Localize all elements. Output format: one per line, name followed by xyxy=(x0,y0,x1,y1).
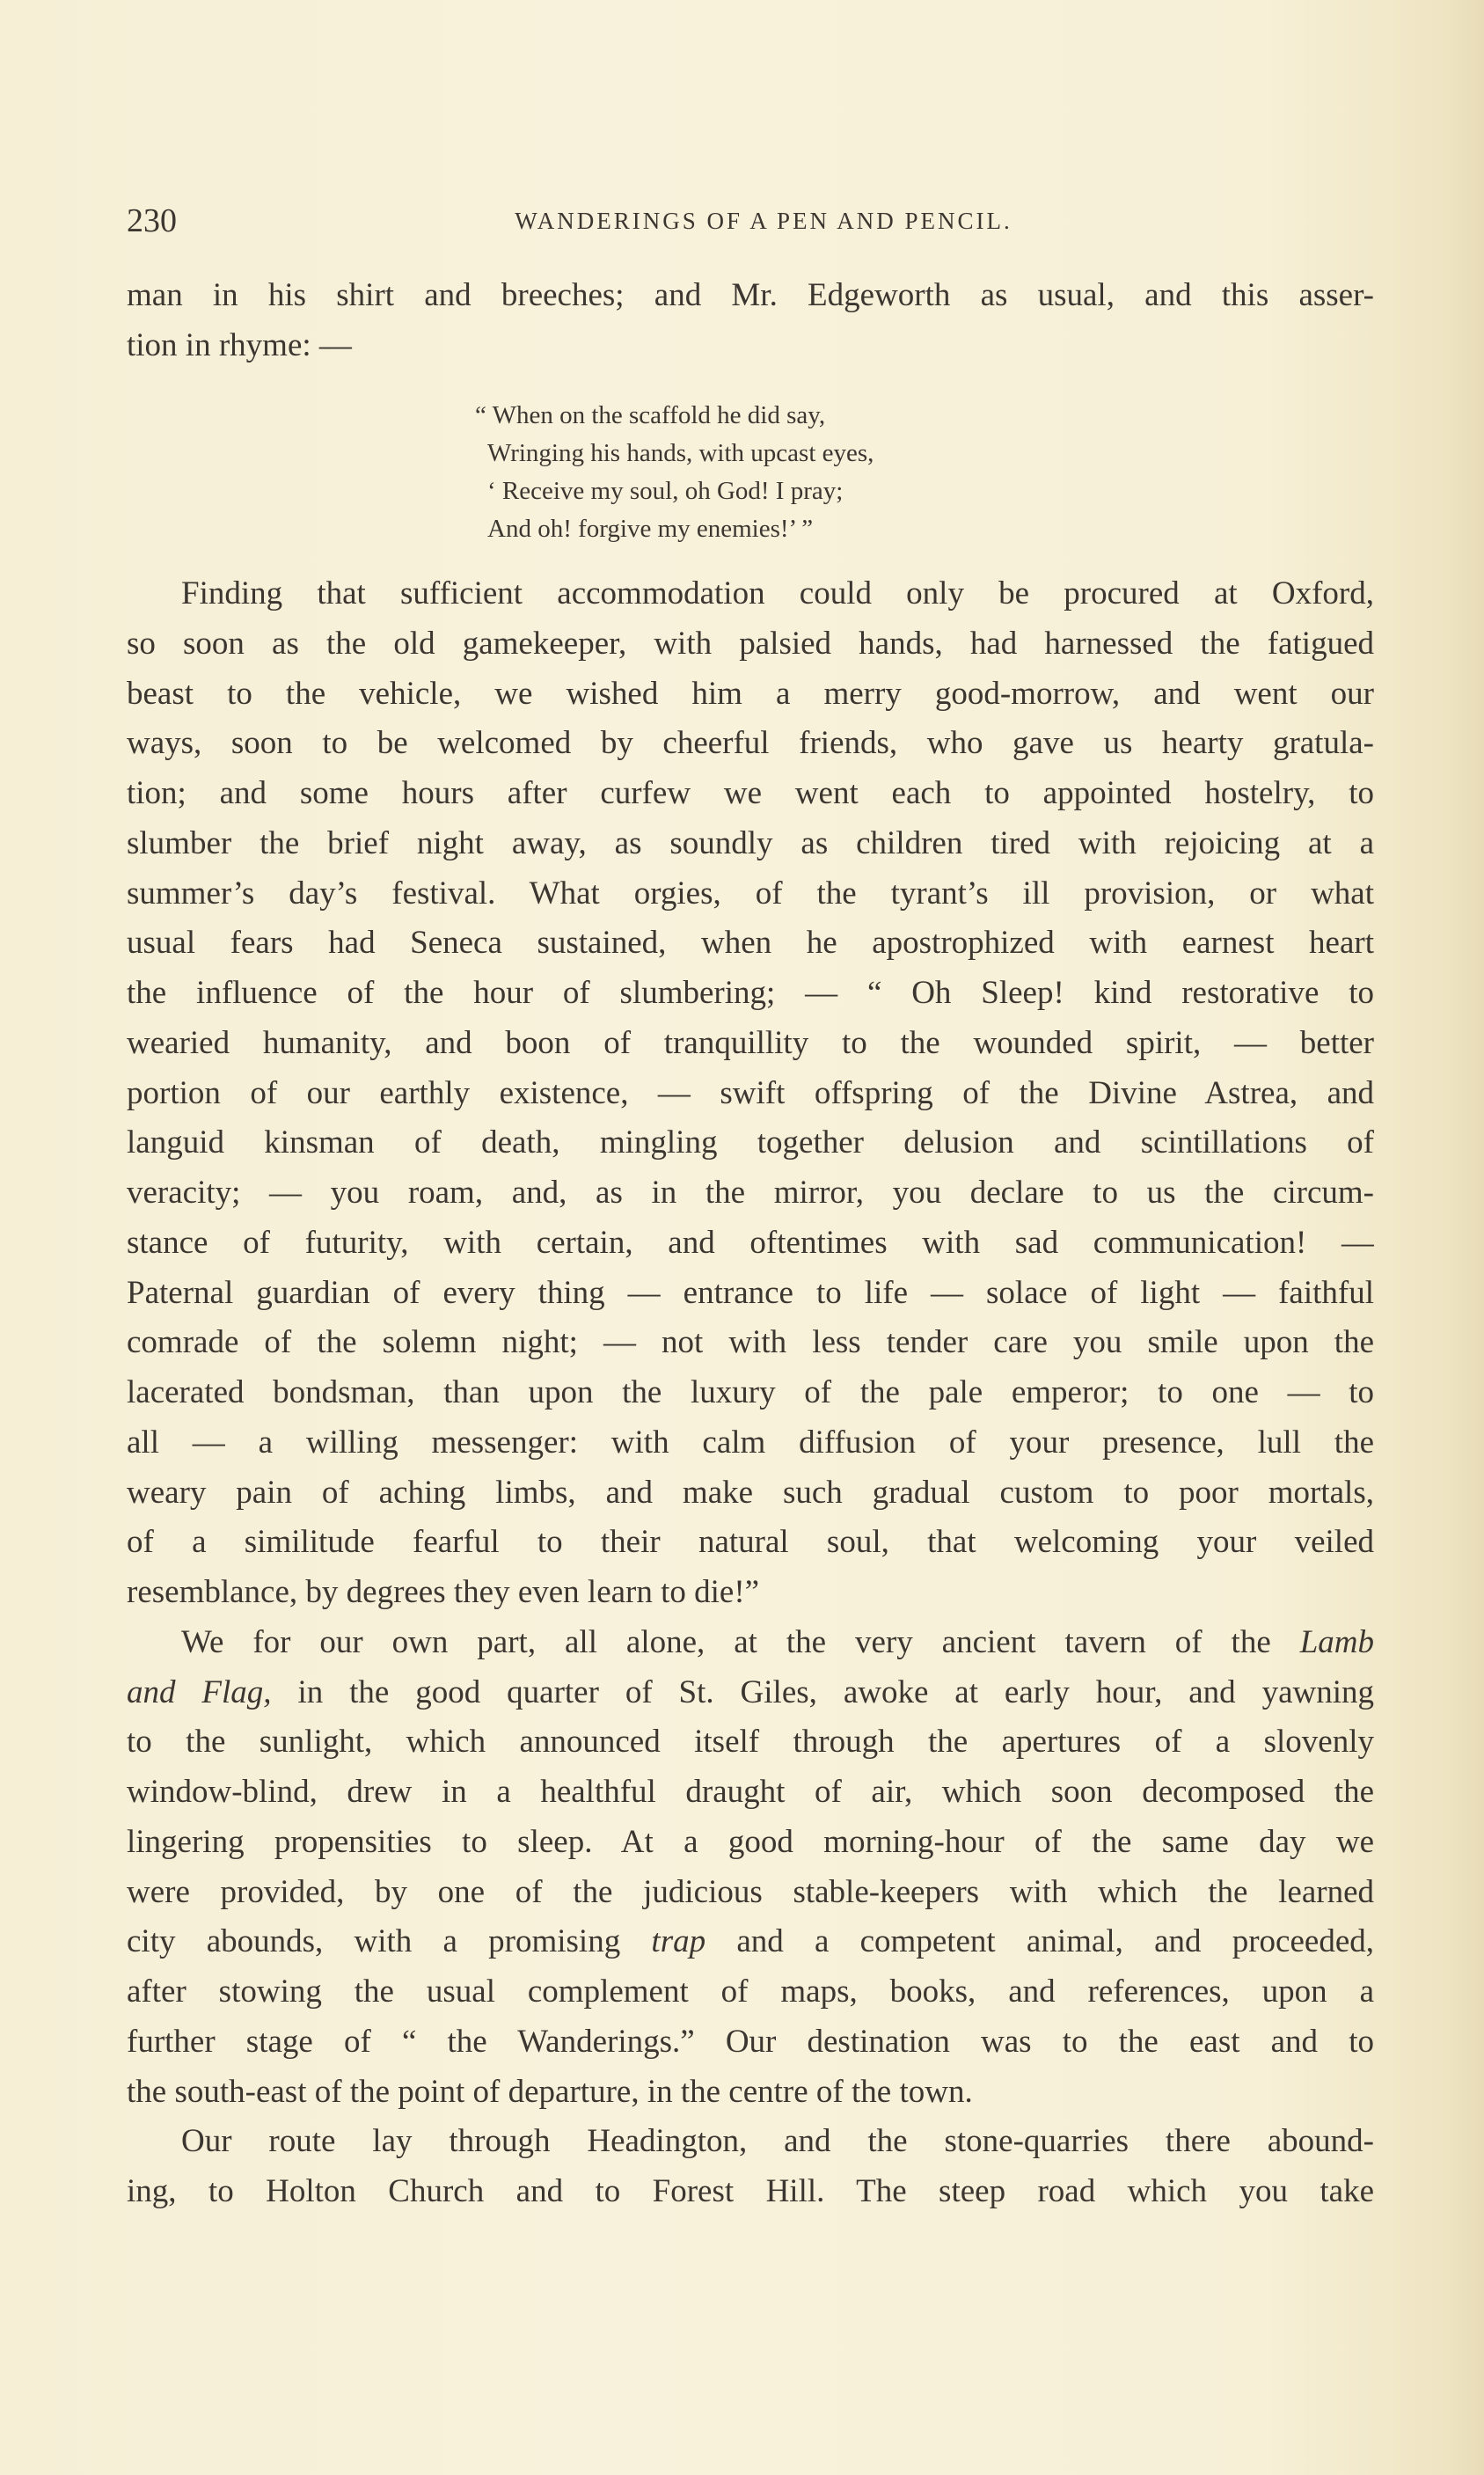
text-line: veracity; — you roam, and, as in the mirror, you declare to us the circum- xyxy=(127,1175,1374,1211)
text-line: after stowing the usual complement of maps, books, and references, upon a xyxy=(127,1973,1374,2010)
text-line: wearied humanity, and boon of tranquillity to the wounded spirit, — better xyxy=(127,1024,1374,1061)
text-line: the south-east of the point of departure, in the centre of the town. xyxy=(127,2073,973,2110)
poem-quote xyxy=(475,397,874,548)
poem-line: Wringing his hands, with upcast eyes, xyxy=(487,439,874,467)
running-title: WANDERINGS OF A PEN AND PENCIL. xyxy=(515,208,1012,234)
text-line: of a similitude fearful to their natural soul, that welcoming your veiled xyxy=(127,1524,1374,1561)
text-line xyxy=(127,1668,1374,1718)
text-segment: city abounds, with a promising xyxy=(127,1923,652,1960)
text-line: summer’s day’s festival. What orgies, of the tyrant’s ill provision, or what xyxy=(127,875,1374,912)
text-line: lingering propensities to sleep. At a good morning-hour of the same day we xyxy=(127,1823,1374,1860)
text-line: all — a willing messenger: with calm diffusion of your presence, lull the xyxy=(127,1424,1374,1461)
italic-text: trap xyxy=(651,1923,706,1960)
text-line xyxy=(127,1917,1374,1967)
text-line xyxy=(127,1618,1374,1668)
text-block-intro xyxy=(127,271,1374,371)
text-segment: We for our own part, all alone, at the very ancient tavern of the xyxy=(181,1623,1300,1660)
italic-text: Lamb xyxy=(1299,1623,1374,1660)
text-line: Our route lay through Headington, and the stone-quarries there abound- xyxy=(181,2123,1374,2160)
text-line: Finding that sufficient accommodation could only be procured at Oxford, xyxy=(181,575,1374,611)
text-line: Paternal guardian of every thing — entrance to life — solace of light — faithful xyxy=(127,1274,1374,1311)
text-line: lacerated bondsman, than upon the luxury of the pale emperor; to one — to xyxy=(127,1374,1374,1410)
text-block-main xyxy=(127,569,1374,2217)
text-segment: and a competent animal, and proceeded, xyxy=(705,1923,1374,1960)
text-line: ways, soon to be welcomed by cheerful friends, who gave us hearty gratula- xyxy=(127,725,1374,762)
text-line: man in his shirt and breeches; and Mr. Edgeworth as usual, and this asser- xyxy=(127,277,1374,313)
text-line: portion of our earthly existence, — swift offspring of the Divine Astrea, and xyxy=(127,1074,1374,1111)
text-line: the influence of the hour of slumbering; — “ Oh Sleep! kind restorative to xyxy=(127,975,1374,1011)
text-line: weary pain of aching limbs, and make such gradual custom to poor mortals, xyxy=(127,1474,1374,1511)
text-line: languid kinsman of death, mingling together delusion and scintillations of xyxy=(127,1124,1374,1161)
text-line: further stage of “ the Wanderings.” Our destination was to the east and to xyxy=(127,2023,1374,2060)
text-line: ing, to Holton Church and to Forest Hill. The steep road which you take xyxy=(127,2173,1374,2209)
text-line: so soon as the old gamekeeper, with palsied hands, had harnessed the fatigued xyxy=(127,625,1374,662)
poem-line: “ When on the scaffold he did say, xyxy=(475,401,826,429)
page-number: 230 xyxy=(127,202,177,239)
text-segment: in the good quarter of St. Giles, awoke at early hour, and yawning xyxy=(271,1673,1374,1710)
poem-line: And oh! forgive my enemies!’ ” xyxy=(487,515,814,543)
poem-line: ‘ Receive my soul, oh God! I pray; xyxy=(487,477,844,505)
text-line: tion; and some hours after curfew we went each to appointed hostelry, to xyxy=(127,775,1374,811)
text-line: were provided, by one of the judicious stable-keepers with which the learned xyxy=(127,1873,1374,1910)
text-line: to the sunlight, which announced itself through the apertures of a slovenly xyxy=(127,1724,1374,1761)
italic-text: and Flag, xyxy=(127,1673,272,1710)
running-header xyxy=(127,201,1374,241)
text-line: resemblance, by degrees they even learn to die!” xyxy=(127,1574,760,1610)
text-line: beast to the vehicle, we wished him a merry good-morrow, and went our xyxy=(127,675,1374,712)
text-line: window-blind, drew in a healthful draught of air, which soon decomposed the xyxy=(127,1774,1374,1810)
text-line: usual fears had Seneca sustained, when he apostrophized with earnest heart xyxy=(127,925,1374,962)
text-line: tion in rhyme: — xyxy=(127,326,352,363)
text-line: comrade of the solemn night; — not with less tender care you smile upon the xyxy=(127,1324,1374,1361)
text-line: stance of futurity, with certain, and oftentimes with sad communication! — xyxy=(127,1224,1374,1261)
text-line: slumber the brief night away, as soundly as children tired with rejoicing at a xyxy=(127,824,1374,861)
